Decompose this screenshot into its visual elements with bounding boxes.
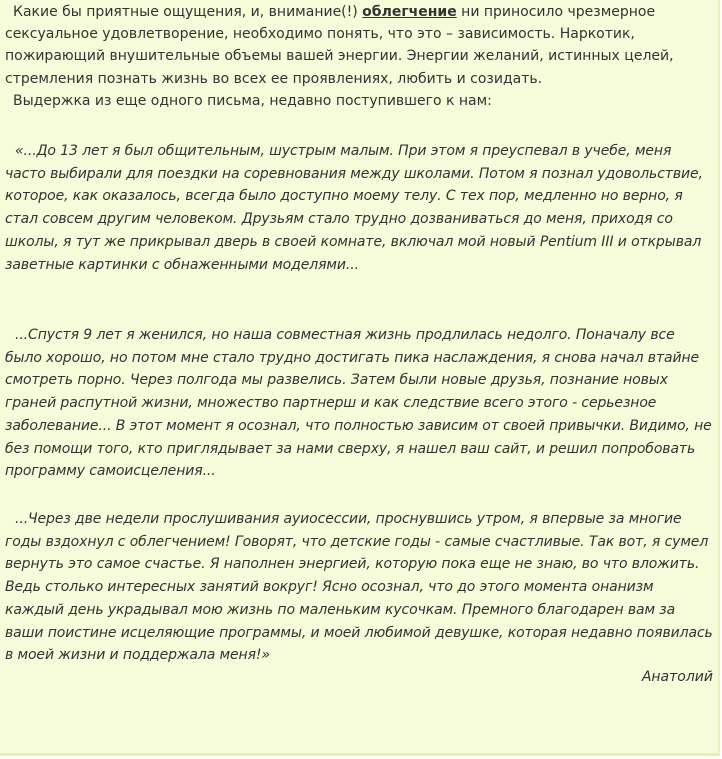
relief-link[interactable]: облегчение [362,4,457,20]
letter-paragraph-3: ...Через две недели прослушивания ауиосессии, проснувшись утром, я впервые за многие годы вздохнул с облегчением! Говорят, что детские годы - самые счастливые. Так вот, я сумел вернуть это самое счастье. Я наполнен энергией, которую пока еще не знаю, во что вложить. Ведь столько интересных занятий вокруг! Ясно осознал, что до этого момента онанизм каждый день украдывал мою жизнь по маленьким кусочкам. Премного благодарен вам за ваши поистине исцеляющие программы, и моей любимой девушке, которая недавно появилась в моей жизни и поддержала меня!» [5,511,713,664]
letter-paragraph-1: «...До 13 лет я был общительным, шустрым малым. При этом я преуспевал в учебе, меня часто выбирали для поездки на соревнования между школами. Потом я познал удовольствие, которое, как оказалось, всегда было доступно моему телу. С тех пор, медленно но верно, я стал совсем другим человеком. Друзьям стало трудно дозваниваться до меня, приходя со школы, я тут же прикрывал дверь в своей комнате, включал мой новый Pentium III и открывал заветные картинки с обнаженными моделями... [5,143,703,273]
letter-paragraph-2: ...Спустя 9 лет я женился, но наша совместная жизнь продлилась недолго. Поначалу все было хорошо, но потом мне стало трудно достигать пика наслаждения, я снова начал втайне смотреть порно. Через полгода мы развелись. Затем были новые друзья, познание новых граней распутной жизни, множество партнерш и как следствие всего этого - серьезное заболевание... В этот момент я осознал, что полностью зависим от своей привычки. Видимо, не без помощи того, кто приглядывает за нами сверху, я нашел ваш сайт, и решил попробовать программу самоисцеления... [5,327,712,480]
intro-paragraph [5,1,711,90]
intro-text-after-link: ни приносило чрезмерное сексуальное удовлетворение, необходимо понять, что это – зависимость. Наркотик, пожирающий внушительные объемы вашей энергии. Энергии желаний, истинных целей, стремления познать жизнь во всех ее проявлениях, любить и созидать. [5,4,674,87]
intro-text-before-link: Какие бы приятные ощущения, и, внимание(!) [13,4,363,20]
intro-text [5,1,711,112]
letter-intro-line: Выдержка из еще одного письма, недавно поступившего к нам: [13,92,492,109]
letter-signature: Анатолий [641,669,713,685]
